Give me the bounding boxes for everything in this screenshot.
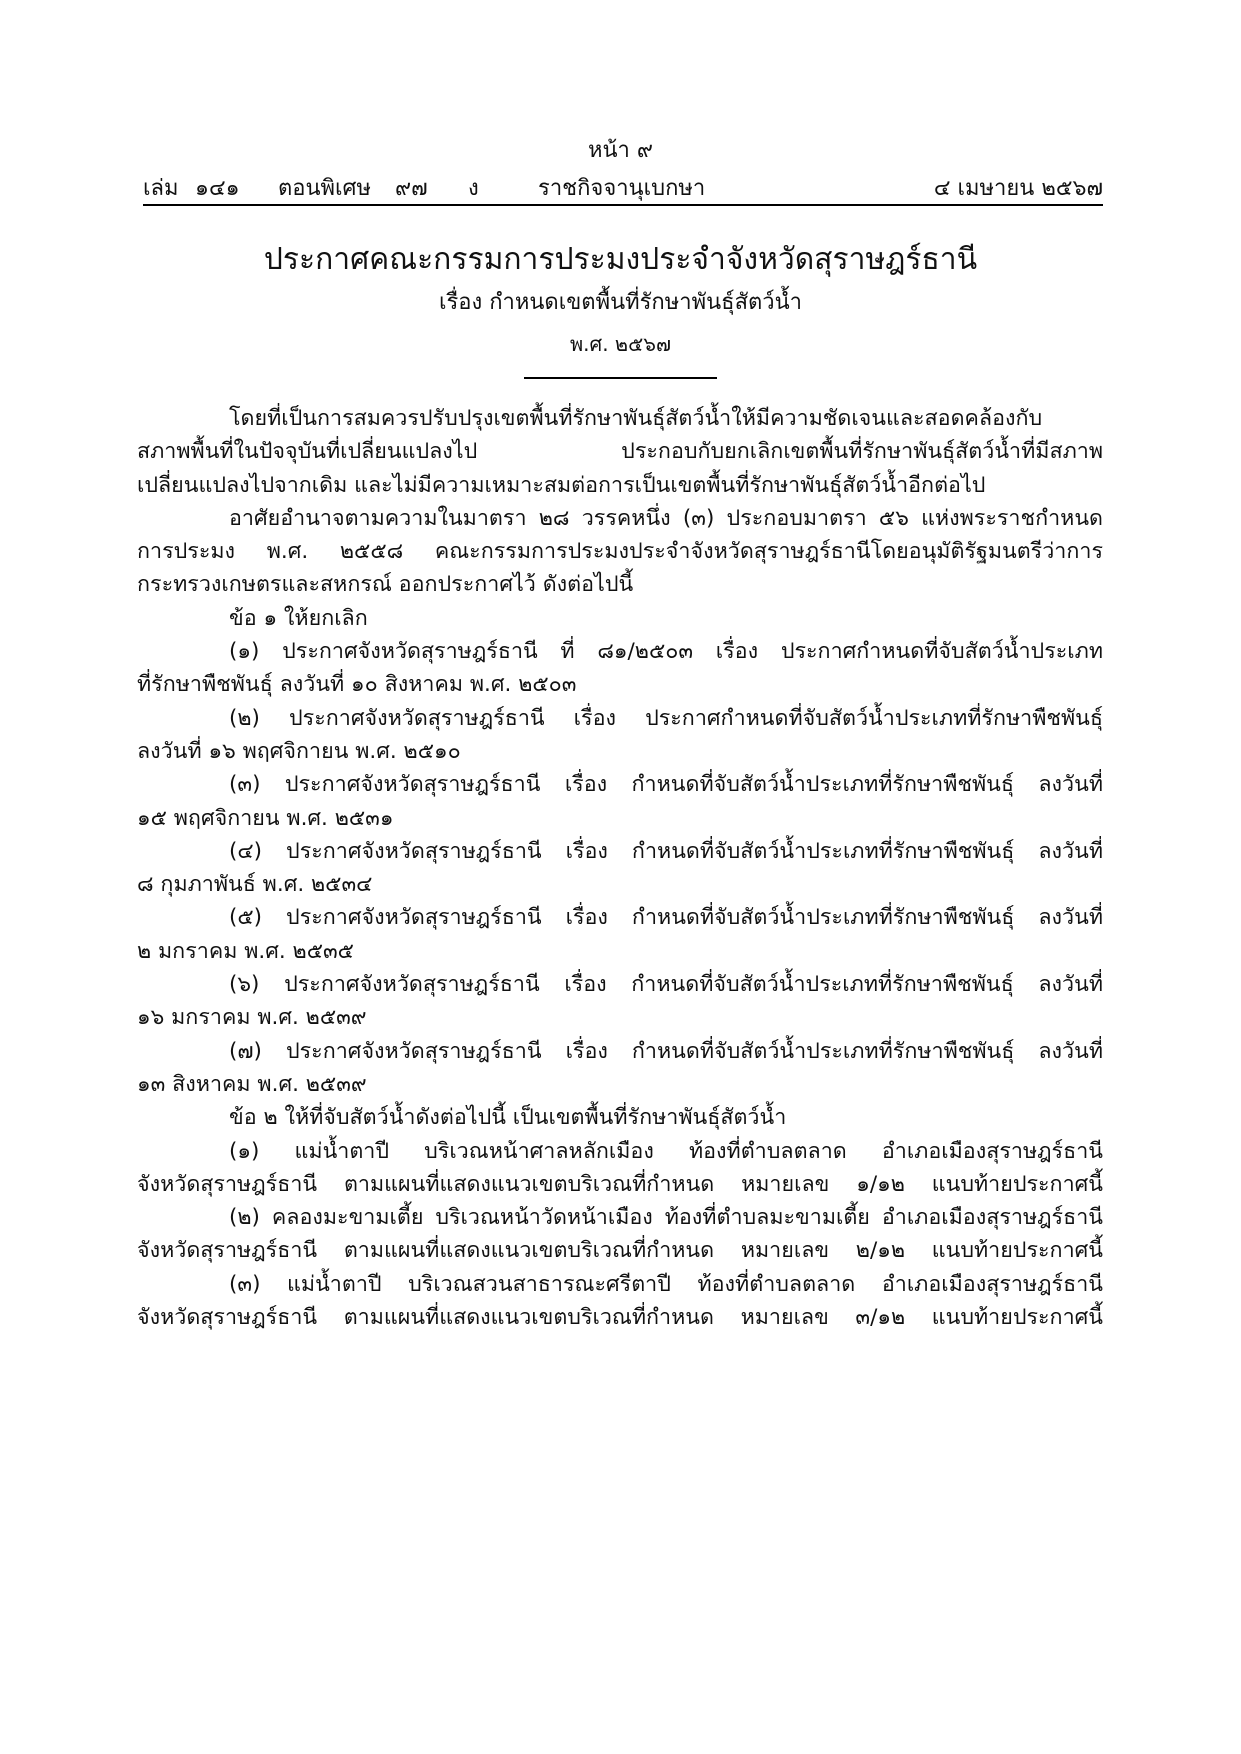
body-line: ๑๖ มกราคม พ.ศ. ๒๕๓๙: [137, 1005, 367, 1031]
part-letter: ง: [468, 176, 479, 201]
title-divider: [524, 377, 717, 379]
body-line: (๓) แม่น้ำตาปี บริเวณสวนสาธารณะศรีตาปี ท้องที่ตำบลตลาด อำเภอเมืองสุราษฎร์ธานี: [229, 1271, 1103, 1297]
body-line: (๒) ประกาศจังหวัดสุราษฎร์ธานี เรื่อง ประกาศกำหนดที่จับสัตว์น้ำประเภทที่รักษาพืชพันธุ์: [229, 705, 1103, 731]
announcement-year: พ.ศ. ๒๕๖๗: [569, 332, 671, 356]
announcement-subject: เรื่อง กำหนดเขตพื้นที่รักษาพันธุ์สัตว์น้ำ: [438, 290, 803, 315]
body-line: ๒ มกราคม พ.ศ. ๒๕๓๕: [137, 938, 354, 964]
body-line: (๑) แม่น้ำตาปี บริเวณหน้าศาลหลักเมือง ท้องที่ตำบลตลาด อำเภอเมืองสุราษฎร์ธานี: [229, 1138, 1103, 1164]
section-label: ตอนพิเศษ: [278, 176, 372, 201]
body-line: (๒) คลองมะขามเตี้ย บริเวณหน้าวัดหน้าเมือง ท้องที่ตำบลมะขามเตี้ย อำเภอเมืองสุราษฎร์ธานี: [229, 1205, 1103, 1231]
page-number: หน้า ๙: [587, 138, 653, 163]
body-line: (๖) ประกาศจังหวัดสุราษฎร์ธานี เรื่อง กำหนดที่จับสัตว์น้ำประเภทที่รักษาพืชพันธุ์ ลงวันที่: [229, 972, 1103, 998]
body-line: ๑๕ พฤศจิกายน พ.ศ. ๒๕๓๑: [137, 805, 394, 831]
body-line: (๔) ประกาศจังหวัดสุราษฎร์ธานี เรื่อง กำหนดที่จับสัตว์น้ำประเภทที่รักษาพืชพันธุ์ ลงวันที่: [229, 838, 1103, 864]
body-line: โดยที่เป็นการสมควรปรับปรุงเขตพื้นที่รักษาพันธุ์สัตว์น้ำให้มีความชัดเจนและสอดคล้องกับ: [229, 406, 1043, 431]
body-line: เปลี่ยนแปลงไปจากเดิม และไม่มีความเหมาะสมต่อการเป็นเขตพื้นที่รักษาพันธุ์สัตว์น้ำอีกต่อไป: [137, 472, 986, 498]
clause-heading: ข้อ ๒ ให้ที่จับสัตว์น้ำดังต่อไปนี้ เป็นเขตพื้นที่รักษาพันธุ์สัตว์น้ำ: [229, 1105, 787, 1131]
body-line: ลงวันที่ ๑๖ พฤศจิกายน พ.ศ. ๒๕๑๐: [137, 738, 461, 764]
volume-number: ๑๔๑: [195, 176, 240, 201]
section-number: ๙๗: [395, 176, 428, 201]
gazette-name: ราชกิจจานุเบกษา: [538, 176, 706, 201]
body-line: สภาพพื้นที่ในปัจจุบันที่เปลี่ยนแปลงไป ประกอบกับยกเลิกเขตพื้นที่รักษาพันธุ์สัตว์น้ำที่มีสภาพ: [137, 439, 1103, 465]
body-line: จังหวัดสุราษฎร์ธานี ตามแผนที่แสดงแนวเขตบริเวณที่กำหนด หมายเลข ๒/๑๒ แนบท้ายประกาศนี้: [137, 1238, 1103, 1264]
clause-heading: ข้อ ๑ ให้ยกเลิก: [229, 605, 368, 631]
announcement-body: [137, 402, 1103, 1334]
body-line: การประมง พ.ศ. ๒๕๕๘ คณะกรรมการประมงประจำจังหวัดสุราษฎร์ธานีโดยอนุมัติรัฐมนตรีว่าการ: [137, 539, 1103, 565]
body-line: ๘ กุมภาพันธ์ พ.ศ. ๒๕๓๔: [137, 872, 373, 898]
body-line: อาศัยอำนาจตามความในมาตรา ๒๘ วรรคหนึ่ง (๓) ประกอบมาตรา ๕๖ แห่งพระราชกำหนด: [229, 505, 1103, 531]
body-line: (๑) ประกาศจังหวัดสุราษฎร์ธานี ที่ ๘๑/๒๕๐๓ เรื่อง ประกาศกำหนดที่จับสัตว์น้ำประเภท: [229, 639, 1103, 665]
body-line: จังหวัดสุราษฎร์ธานี ตามแผนที่แสดงแนวเขตบริเวณที่กำหนด หมายเลข ๑/๑๒ แนบท้ายประกาศนี้: [137, 1171, 1103, 1197]
body-line: (๓) ประกาศจังหวัดสุราษฎร์ธานี เรื่อง กำหนดที่จับสัตว์น้ำประเภทที่รักษาพืชพันธุ์ ลงวันที่: [229, 772, 1103, 798]
body-line: (๕) ประกาศจังหวัดสุราษฎร์ธานี เรื่อง กำหนดที่จับสัตว์น้ำประเภทที่รักษาพืชพันธุ์ ลงวันที่: [229, 905, 1103, 931]
body-line: ที่รักษาพืชพันธุ์ ลงวันที่ ๑๐ สิงหาคม พ.ศ. ๒๕๐๓: [137, 672, 577, 698]
volume-label: เล่ม: [143, 176, 179, 201]
body-line: ๑๓ สิงหาคม พ.ศ. ๒๕๓๙: [137, 1071, 367, 1097]
gazette-header: [143, 168, 1103, 206]
body-line: (๗) ประกาศจังหวัดสุราษฎร์ธานี เรื่อง กำหนดที่จับสัตว์น้ำประเภทที่รักษาพืชพันธุ์ ลงวันที่: [229, 1038, 1103, 1064]
announcement-title: ประกาศคณะกรรมการประมงประจำจังหวัดสุราษฎร์ธานี: [263, 242, 978, 277]
body-line: จังหวัดสุราษฎร์ธานี ตามแผนที่แสดงแนวเขตบริเวณที่กำหนด หมายเลข ๓/๑๒ แนบท้ายประกาศนี้: [137, 1305, 1103, 1331]
gazette-date: ๔ เมษายน ๒๕๖๗: [933, 176, 1103, 201]
body-line: กระทรวงเกษตรและสหกรณ์ ออกประกาศไว้ ดังต่อไปนี้: [137, 572, 634, 598]
